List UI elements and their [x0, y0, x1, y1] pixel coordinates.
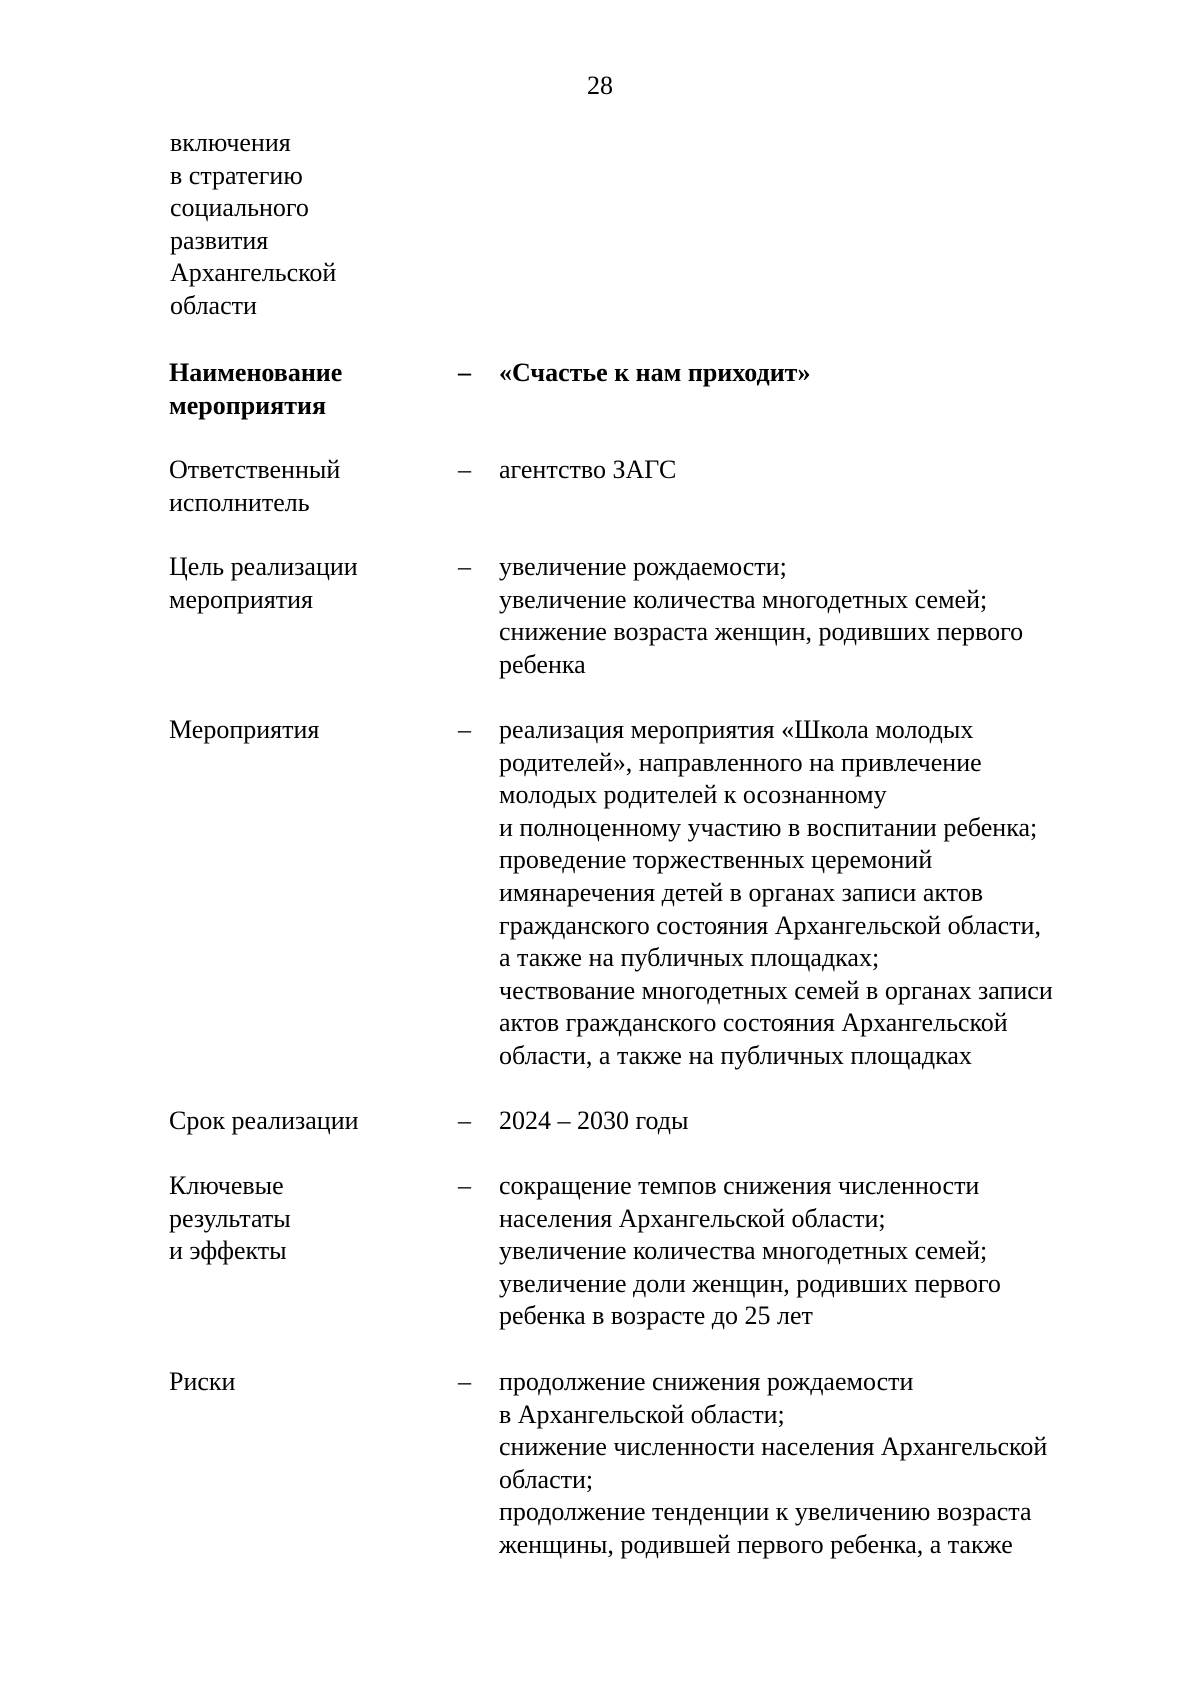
label-line: Риски [169, 1367, 236, 1396]
label-line: результаты [169, 1203, 291, 1233]
carry-line: в стратегию [170, 160, 303, 190]
dash-separator: – [458, 455, 471, 484]
row-value [499, 454, 1139, 487]
value-line: продолжение тенденции к увеличению возраста [499, 1497, 1032, 1527]
dash-separator: – [458, 1171, 471, 1200]
page-number: 28 [587, 71, 613, 100]
label-line: мероприятия [169, 390, 327, 420]
value-line: сокращение темпов снижения численности [499, 1171, 980, 1200]
value-line: имянаречения детей в органах записи актов [499, 877, 983, 907]
row-label [169, 1366, 449, 1399]
label-line: и эффекты [169, 1236, 287, 1266]
value-line: населения Архангельской области; [499, 1203, 886, 1233]
row-value [499, 357, 1139, 390]
value-line: чествование многодетных семей в органах записи [499, 975, 1053, 1005]
row-value [499, 1105, 1139, 1138]
dash-separator: – [458, 1106, 471, 1135]
dash-separator: – [458, 358, 471, 387]
value-line: ребенка в возрасте до 25 лет [499, 1301, 813, 1331]
value-line: и полноценному участию в воспитании ребенка; [499, 812, 1038, 842]
value-line: увеличение доли женщин, родивших первого [499, 1268, 1001, 1298]
dash-separator: – [458, 1367, 471, 1396]
row-value [499, 714, 1139, 1073]
value-line: увеличение рождаемости; [499, 552, 787, 581]
value-line: продолжение снижения рождаемости [499, 1367, 914, 1396]
label-line: Срок реализации [169, 1106, 359, 1135]
row-label [169, 1105, 449, 1138]
row-value [499, 1170, 1139, 1333]
row-label [169, 357, 449, 422]
label-line: Ответственный [169, 455, 341, 484]
row-value [499, 551, 1139, 681]
value-line: молодых родителей к осознанному [499, 780, 887, 810]
row-label [169, 714, 449, 747]
label-line: исполнитель [169, 487, 310, 517]
value-line: гражданского состояния Архангельской области, [499, 910, 1041, 940]
carried-over-text [170, 127, 336, 323]
value-line: снижение численности населения Архангельской [499, 1432, 1048, 1462]
dash-separator: – [458, 715, 471, 744]
label-line: Ключевые [169, 1171, 284, 1200]
dash-separator: – [458, 552, 471, 581]
row-label [169, 1170, 449, 1268]
value-line: в Архангельской области; [499, 1399, 785, 1429]
value-line: области, а также на публичных площадках [499, 1040, 972, 1070]
value-line: родителей», направленного на привлечение [499, 747, 982, 777]
value-line: женщины, родившей первого ребенка, а также [499, 1529, 1013, 1559]
carry-line: включения [170, 128, 291, 157]
value-line: а также на публичных площадках; [499, 943, 880, 973]
value-line: актов гражданского состояния Архангельской [499, 1008, 1008, 1038]
label-line: мероприятия [169, 584, 314, 614]
value-line: увеличение количества многодетных семей; [499, 1236, 988, 1266]
value-line: проведение торжественных церемоний [499, 845, 933, 875]
value-line: области; [499, 1464, 594, 1494]
row-value [499, 1366, 1139, 1562]
row-label [169, 551, 449, 616]
carry-line: социального [170, 193, 309, 223]
carry-line: Архангельской [170, 258, 337, 288]
value-line: ребенка [499, 649, 586, 679]
carry-line: развития [170, 225, 269, 255]
value-line: снижение возраста женщин, родивших первого [499, 617, 1024, 647]
carry-line: области [170, 290, 257, 320]
row-label [169, 454, 449, 519]
value-line: реализация мероприятия «Школа молодых [499, 715, 974, 744]
label-line: Наименование [169, 358, 343, 387]
label-line: Мероприятия [169, 715, 320, 744]
value-line: агентство ЗАГС [499, 455, 677, 484]
label-line: Цель реализации [169, 552, 358, 581]
value-line: увеличение количества многодетных семей; [499, 584, 988, 614]
value-line: «Счастье к нам приходит» [499, 358, 811, 387]
value-line: 2024 – 2030 годы [499, 1106, 689, 1135]
